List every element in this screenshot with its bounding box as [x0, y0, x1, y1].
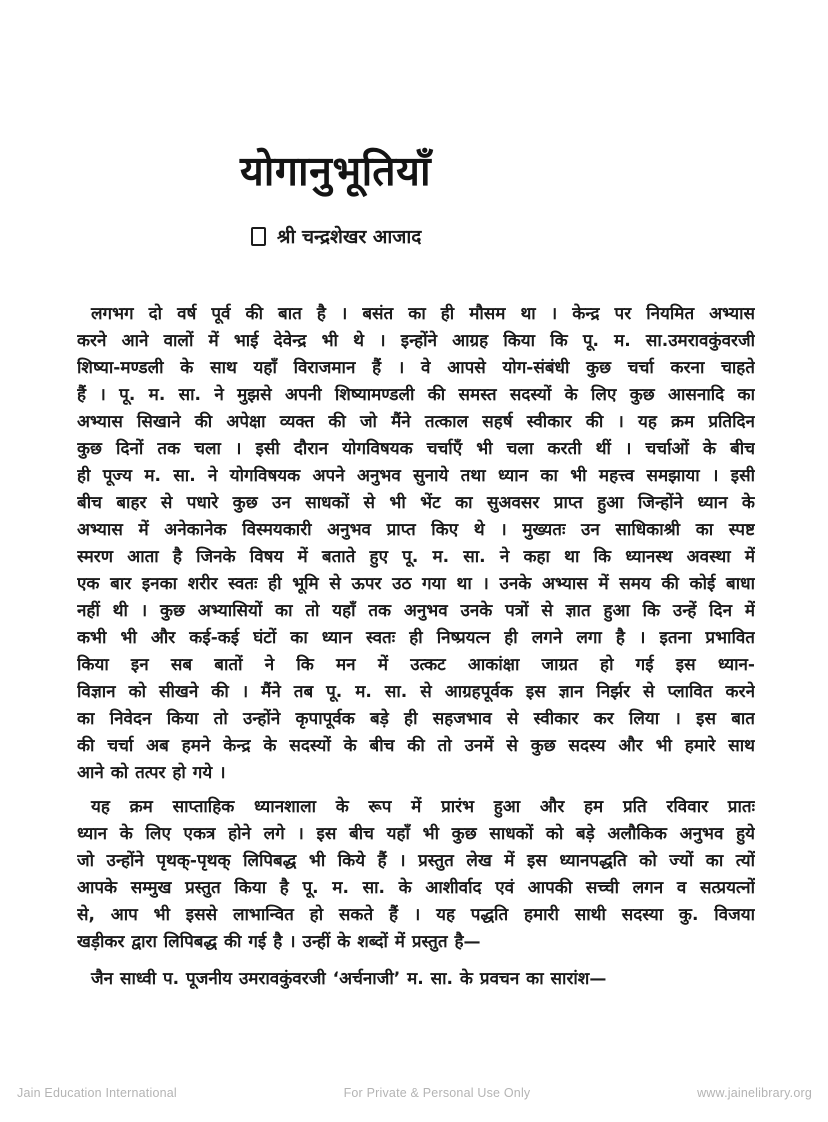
- text-line: अभ्यास में अनेकानेक विस्मयकारी अनुभव प्राप्त किए थे । मुख्यतः उन साधिकाश्री का स्पष्ट: [77, 520, 755, 541]
- paragraph-3: [77, 966, 755, 993]
- page-title: योगानुभूतियाँ: [240, 147, 432, 195]
- paragraph-1: [77, 301, 755, 787]
- square-bullet-icon: [251, 227, 266, 246]
- paragraph-2: [77, 794, 755, 956]
- text-line: आने को तत्पर हो गये ।: [77, 763, 226, 784]
- text-line: खड़ीकर द्वारा लिपिबद्ध की गई है । उन्हीं के शब्दों में प्रस्तुत है—: [77, 932, 481, 953]
- scan-footer: [0, 1086, 828, 1100]
- text-line: जैन साध्वी प. पूजनीय उमरावकुंवरजी ‘अर्चनाजी’ म. सा. के प्रवचन का सारांश—: [91, 969, 607, 990]
- text-line: ध्यान के लिए एकत्र होने लगे । इस बीच यहाँ भी कुछ साधकों को बड़े अलौकिक अनुभव हुये: [77, 824, 755, 845]
- text-line: से, आप भी इससे लाभान्वित हो सकते हैं । यह पद्धति हमारी साथी सदस्या कु. विजया: [77, 905, 755, 926]
- text-line: नहीं थी । कुछ अभ्यासियों का तो यहाँ तक अनुभव उनके पत्रों से ज्ञात हुआ कि उन्हें दिन में: [77, 601, 755, 622]
- text-line: लगभग दो वर्ष पूर्व की बात है । बसंत का ही मौसम था । केन्द्र पर नियमित अभ्यास: [91, 304, 755, 325]
- text-line: स्मरण आता है जिनके विषय में बताते हुए पू. म. सा. ने कहा था कि ध्यानस्थ अवस्था में: [77, 547, 755, 568]
- text-line: किया इन सब बातों ने कि मन में उत्कट आकांक्षा जाग्रत हो गई इस ध्यान-: [77, 655, 755, 676]
- text-line: ही पूज्य म. सा. ने योगविषयक अपने अनुभव सुनाये तथा ध्यान का भी महत्त्व समझाया । इसी: [77, 466, 755, 487]
- text-line: कभी भी और कई-कई घंटों का ध्यान स्वतः ही निष्प्रयत्न ही लगने लगा है । इतना प्रभावित: [77, 628, 755, 649]
- text-line: जो उन्होंने पृथक्-पृथक् लिपिबद्ध भी किये हैं । प्रस्तुत लेख में इस ध्यानपद्धति को ज्यों का त्यों: [77, 851, 755, 872]
- text-line: की चर्चा अब हमने केन्द्र के सदस्यों के बीच की तो उनमें से कुछ सदस्य और भी हमारे साथ: [77, 736, 755, 757]
- text-line: कुछ दिनों तक चला । इसी दौरान योगविषयक चर्चाएँ भी चला करती थीं । चर्चाओं के बीच: [77, 439, 755, 460]
- footer-website: www.jainelibrary.org: [697, 1086, 812, 1100]
- text-line: करने आने वालों में भाई देवेन्द्र भी थे । इन्होंने आग्रह किया कि पू. म. सा.उमरावकुंवरजी: [77, 331, 755, 352]
- footer-publisher: Jain Education International: [17, 1086, 177, 1100]
- article-body: [77, 301, 755, 993]
- text-line: यह क्रम साप्ताहिक ध्यानशाला के रूप में प्रारंभ हुआ और हम प्रति रविवार प्रातः: [91, 797, 755, 818]
- text-line: एक बार इनका शरीर स्वतः ही भूमि से ऊपर उठ गया था । उनके अभ्यास में समय की कोई बाधा: [77, 574, 755, 595]
- text-line: विज्ञान को सीखने की । मैंने तब पू. म. सा. से आग्रहपूर्वक इस ज्ञान निर्झर से प्लावित करने: [77, 682, 755, 703]
- byline: [251, 223, 828, 249]
- text-line: बीच बाहर से पधारे कुछ उन साधकों से भी भेंट का सुअवसर प्राप्त हुआ जिन्होंने ध्यान के: [77, 493, 755, 514]
- text-line: आपके सम्मुख प्रस्तुत किया है पू. म. सा. के आशीर्वाद एवं आपकी सच्ची लगन व सत्प्रयत्नों: [77, 878, 755, 899]
- byline-author: श्री चन्द्रशेखर आजाद: [277, 226, 422, 249]
- text-line: का निवेदन किया तो उन्होंने कृपापूर्वक बड़े ही सहजभाव से स्वीकार कर लिया । इस बात: [77, 709, 755, 730]
- footer-usage-note: For Private & Personal Use Only: [343, 1086, 531, 1100]
- text-line: शिष्या-मण्डली के साथ यहाँ विराजमान हैं । वे आपसे योग-संबंधी कुछ चर्चा करना चाहते: [77, 358, 755, 379]
- text-line: हैं । पू. म. सा. ने मुझसे अपनी शिष्यामण्डली की समस्त सदस्यों के लिए कुछ आसनादि का: [77, 385, 755, 406]
- text-line: अभ्यास सिखाने की अपेक्षा व्यक्त की जो मैंने तत्काल सहर्ष स्वीकार की । यह क्रम प्रतिदिन: [77, 412, 755, 433]
